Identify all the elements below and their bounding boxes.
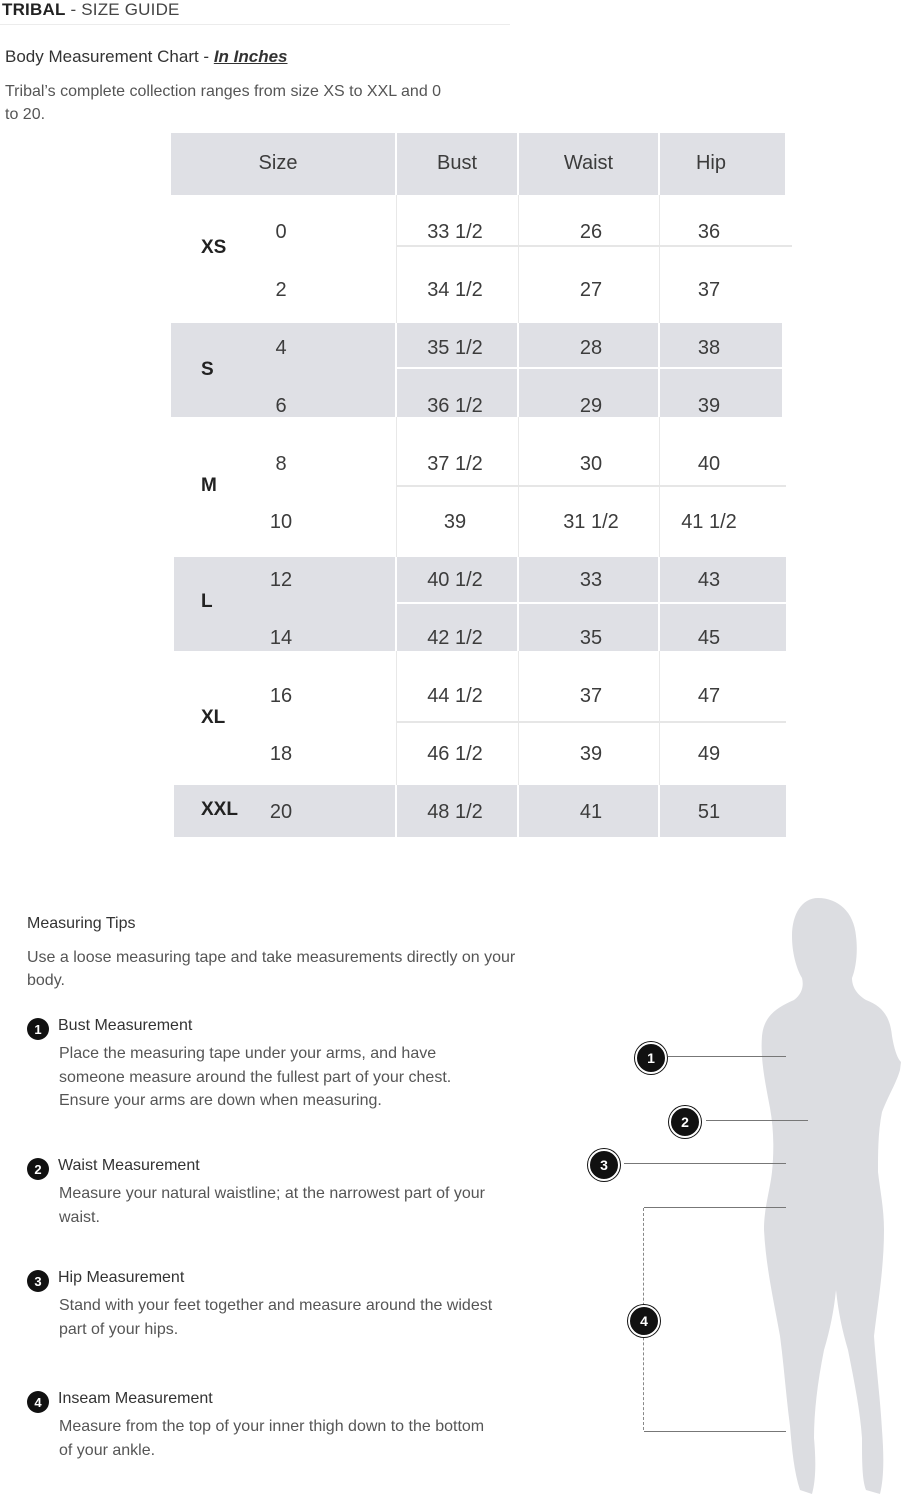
bust-value: 42 1/2 xyxy=(427,626,483,649)
marker-3-icon: 3 xyxy=(588,1149,620,1181)
body-silhouette-icon xyxy=(580,890,901,1500)
size-value: 16 xyxy=(269,684,293,707)
waist-value: 35 xyxy=(579,626,603,649)
size-value: 8 xyxy=(275,452,287,475)
waist-value: 29 xyxy=(579,394,603,417)
waist-value: 37 xyxy=(579,684,603,707)
bust-value: 36 1/2 xyxy=(427,394,483,417)
row-rule xyxy=(397,485,786,487)
tip-description: Stand with your feet together and measure around the widest part of your hips. xyxy=(59,1297,493,1338)
hip-value: 45 xyxy=(697,626,721,649)
row-rule xyxy=(397,367,782,369)
tip-title: Hip Measurement xyxy=(58,1269,185,1286)
tips-title: Measuring Tips xyxy=(27,915,136,932)
bust-value: 48 1/2 xyxy=(427,800,483,823)
column-header-waist: Waist xyxy=(563,151,614,174)
size-value: 4 xyxy=(275,336,287,359)
bust-value: 37 1/2 xyxy=(427,452,483,475)
group-label: XXL xyxy=(201,799,238,820)
bust-value: 44 1/2 xyxy=(427,684,483,707)
waist-value: 28 xyxy=(579,336,603,359)
waist-value: 41 xyxy=(579,800,603,823)
page-header xyxy=(2,0,180,20)
group-label: S xyxy=(201,359,214,380)
bust-value: 34 1/2 xyxy=(427,278,483,301)
group-label: XS xyxy=(201,237,227,258)
hip-value: 39 xyxy=(697,394,721,417)
hip-leader-line xyxy=(624,1163,786,1164)
tip-bust xyxy=(27,1017,507,1117)
bust-value: 46 1/2 xyxy=(427,742,483,765)
marker-1-icon: 1 xyxy=(635,1042,667,1074)
row-rule xyxy=(397,602,786,604)
number-1-icon: 1 xyxy=(27,1018,49,1040)
header-title: - SIZE GUIDE xyxy=(70,0,180,19)
row-rule xyxy=(397,721,786,723)
waist-value: 26 xyxy=(579,220,603,243)
column-header-bust: Bust xyxy=(436,151,478,174)
marker-4-icon: 4 xyxy=(628,1305,660,1337)
hip-value: 47 xyxy=(697,684,721,707)
tip-inseam xyxy=(27,1390,507,1460)
size-value: 2 xyxy=(275,278,287,301)
header-divider xyxy=(0,24,510,25)
number-3-icon: 3 xyxy=(27,1270,49,1292)
waist-value: 33 xyxy=(579,568,603,591)
chart-intro: Tribal’s complete collection ranges from size XS to XXL and 0 to 20. xyxy=(5,83,442,123)
size-value: 0 xyxy=(275,220,287,243)
waist-leader-line xyxy=(706,1120,808,1121)
bust-leader-line xyxy=(668,1056,786,1057)
size-value: 20 xyxy=(269,800,293,823)
tip-title: Waist Measurement xyxy=(58,1157,200,1174)
brand-name: TRIBAL xyxy=(2,0,66,19)
size-value: 12 xyxy=(269,568,293,591)
number-2-icon: 2 xyxy=(27,1158,49,1180)
tip-waist xyxy=(27,1157,507,1227)
tip-title: Inseam Measurement xyxy=(58,1390,213,1407)
bust-value: 39 xyxy=(443,510,467,533)
bust-value: 35 1/2 xyxy=(427,336,483,359)
waist-value: 27 xyxy=(579,278,603,301)
hip-value: 49 xyxy=(697,742,721,765)
number-4-icon: 4 xyxy=(27,1391,49,1413)
hip-value: 41 1/2 xyxy=(681,510,737,533)
size-value: 14 xyxy=(269,626,293,649)
size-value: 6 xyxy=(275,394,287,417)
marker-2-icon: 2 xyxy=(669,1106,701,1138)
inseam-top-line xyxy=(644,1207,786,1208)
hip-value: 38 xyxy=(697,336,721,359)
chart-title-units: In Inches xyxy=(213,47,288,66)
column-header-size: Size xyxy=(258,151,298,174)
group-label: M xyxy=(201,475,217,496)
tip-hip xyxy=(27,1269,507,1339)
size-value: 18 xyxy=(269,742,293,765)
chart-title-prefix: Body Measurement Chart - xyxy=(5,47,214,66)
bust-value: 33 1/2 xyxy=(427,220,483,243)
tips-intro: Use a loose measuring tape and take measurements directly on your body. xyxy=(27,949,516,989)
size-table xyxy=(171,133,793,838)
hip-value: 40 xyxy=(697,452,721,475)
body-figure xyxy=(580,890,901,1500)
group-label: XL xyxy=(201,707,226,728)
hip-value: 43 xyxy=(697,568,721,591)
waist-value: 31 1/2 xyxy=(563,510,619,533)
hip-value: 36 xyxy=(697,220,721,243)
tip-title: Bust Measurement xyxy=(58,1017,193,1034)
hip-value: 51 xyxy=(697,800,721,823)
size-value: 10 xyxy=(269,510,293,533)
column-header-hip: Hip xyxy=(695,151,726,174)
tip-description: Place the measuring tape under your arms, and have someone measure around the fullest part of your chest. Ensure your arms are down when measuring. xyxy=(59,1045,452,1109)
waist-value: 30 xyxy=(579,452,603,475)
inseam-bottom-line xyxy=(644,1431,786,1432)
hip-value: 37 xyxy=(697,278,721,301)
group-label: L xyxy=(201,591,213,612)
chart-title xyxy=(5,47,288,67)
waist-value: 39 xyxy=(579,742,603,765)
bust-value: 40 1/2 xyxy=(427,568,483,591)
tip-description: Measure from the top of your inner thigh down to the bottom of your ankle. xyxy=(59,1418,485,1459)
tip-description: Measure your natural waistline; at the narrowest part of your waist. xyxy=(59,1185,485,1226)
